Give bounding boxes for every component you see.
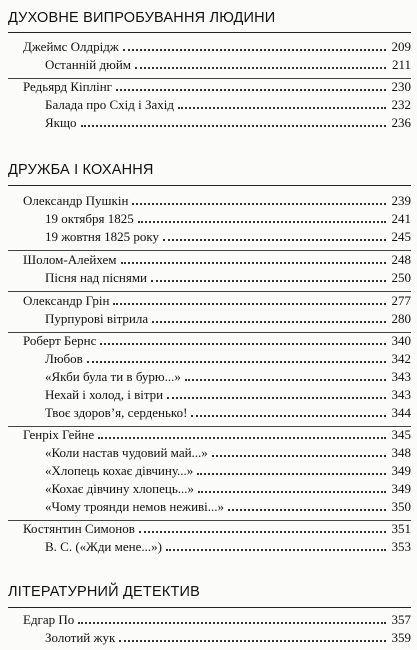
toc-work-entry[interactable] [45, 229, 411, 245]
work-title: «Кохає дівчину хлопець...» [45, 481, 195, 496]
toc-work-entry[interactable] [45, 630, 411, 646]
page-number: 342 [391, 351, 411, 366]
dot-leader [98, 437, 386, 439]
dot-leader [178, 107, 386, 109]
toc-work-entry[interactable] [45, 463, 411, 479]
dot-leader [228, 509, 386, 511]
toc-work-entry[interactable] [45, 115, 411, 131]
toc-author-entry[interactable] [23, 612, 411, 628]
dot-leader [138, 221, 386, 223]
dot-leader [87, 361, 386, 363]
page-number: 280 [391, 311, 411, 326]
author-name: Шолом-Алейхем [23, 252, 117, 267]
dot-leader [123, 49, 386, 51]
page-number: 245 [391, 229, 411, 244]
author-name: Олександр Пушкін [23, 193, 129, 208]
toc-author-entry[interactable] [23, 193, 411, 209]
work-title: «Якби була ти в бурю...» [45, 369, 181, 384]
work-title: 19 октября 1825 [45, 211, 134, 226]
toc-work-entry[interactable] [45, 387, 411, 403]
page-number: 344 [391, 405, 411, 420]
work-title: «Хлопець кохає дівчину...» [45, 463, 194, 478]
author-name: Джеймс Олдрідж [23, 39, 119, 54]
dot-leader [116, 89, 386, 91]
dot-leader [132, 203, 386, 205]
dot-leader [121, 262, 386, 264]
dot-leader [100, 343, 386, 345]
dot-leader [212, 455, 386, 457]
toc-work-entry[interactable] [45, 97, 411, 113]
page-number: 343 [391, 369, 411, 384]
work-title: Пурпурові вітрила [45, 311, 149, 326]
page-number: 277 [391, 293, 411, 308]
section-title: ДУХОВНЕ ВИПРОБУВАННЯ ЛЮДИНИ [8, 10, 276, 26]
section-divider [8, 32, 411, 33]
group-divider [8, 291, 411, 292]
dot-leader [152, 321, 386, 323]
toc-work-entry[interactable] [45, 499, 411, 515]
page-number: 250 [391, 270, 411, 285]
dot-leader [119, 640, 386, 642]
toc-work-entry[interactable] [45, 369, 411, 385]
dot-leader [81, 125, 387, 127]
dot-leader [151, 280, 386, 282]
author-name: Едгар По [23, 612, 75, 627]
page-number: 239 [391, 193, 411, 208]
work-title: Пісня над піснями [45, 270, 148, 285]
page-number: 211 [391, 57, 411, 72]
toc-work-entry[interactable] [45, 481, 411, 497]
dot-leader [185, 379, 386, 381]
page-number: 345 [391, 427, 411, 442]
page-number: 351 [391, 521, 411, 536]
toc-work-entry[interactable] [45, 539, 411, 555]
author-name: Роберт Бернс [23, 333, 97, 348]
page-number: 340 [391, 333, 411, 348]
toc-author-entry[interactable] [23, 79, 411, 95]
toc-work-entry[interactable] [45, 57, 411, 73]
work-title: Любов [45, 351, 83, 366]
dot-leader [191, 415, 386, 417]
page-number: 241 [391, 211, 411, 226]
page-number: 232 [391, 97, 411, 112]
section-title: ДРУЖБА І КОХАННЯ [8, 162, 154, 178]
work-title: 19 жовтня 1825 року [45, 229, 159, 244]
dot-leader [167, 397, 386, 399]
section-divider [8, 607, 411, 608]
toc-author-entry[interactable] [23, 521, 411, 537]
toc-work-entry[interactable] [45, 405, 411, 421]
toc-work-entry[interactable] [45, 351, 411, 367]
dot-leader [139, 531, 386, 533]
dot-leader [197, 473, 386, 475]
dot-leader [163, 239, 386, 241]
dot-leader [135, 67, 386, 69]
page-number: 350 [391, 499, 411, 514]
author-name: Костянтин Симонов [23, 521, 135, 536]
toc-author-entry[interactable] [23, 427, 411, 443]
group-divider [8, 250, 411, 251]
page-number: 353 [391, 539, 411, 554]
toc-author-entry[interactable] [23, 39, 411, 55]
dot-leader [78, 622, 386, 624]
work-title: «Чому троянди немов неживі...» [45, 499, 225, 514]
page-number: 349 [391, 481, 411, 496]
toc-author-entry[interactable] [23, 333, 411, 349]
work-title: «Коли настав чудовий май...» [45, 445, 208, 460]
page-number: 248 [391, 252, 411, 267]
page-number: 230 [391, 79, 411, 94]
work-title: Нехай і холод, і вітри [45, 387, 164, 402]
work-title: Якщо [45, 115, 77, 130]
author-name: Генріх Гейне [23, 427, 95, 442]
page-number: 348 [391, 445, 411, 460]
author-name: Редьярд Кіплінг [23, 79, 113, 94]
section-title: ЛІТЕРАТУРНИЙ ДЕТЕКТИВ [8, 584, 201, 600]
section-divider [8, 185, 411, 186]
author-name: Олександр Грін [23, 293, 110, 308]
toc-work-entry[interactable] [45, 445, 411, 461]
toc-author-entry[interactable] [23, 252, 411, 268]
toc-work-entry[interactable] [45, 311, 411, 327]
dot-leader [113, 303, 386, 305]
page-number: 357 [391, 612, 411, 627]
page-number: 236 [391, 115, 411, 130]
page-number: 359 [391, 630, 411, 645]
dot-leader [198, 491, 386, 493]
dot-leader [166, 549, 386, 551]
work-title: Балада про Схід і Захід [45, 97, 174, 112]
toc-author-entry[interactable] [23, 293, 411, 309]
page-number: 349 [391, 463, 411, 478]
page-number: 209 [391, 39, 411, 54]
page-number: 343 [391, 387, 411, 402]
toc-work-entry[interactable] [45, 270, 411, 286]
work-title: Твоє здоров’я, серденько! [45, 405, 188, 420]
work-title: Золотий жук [45, 630, 116, 645]
work-title: Останній дюйм [45, 57, 132, 72]
toc-work-entry[interactable] [45, 211, 411, 227]
work-title: В. С. («Жди мене...») [45, 539, 162, 554]
